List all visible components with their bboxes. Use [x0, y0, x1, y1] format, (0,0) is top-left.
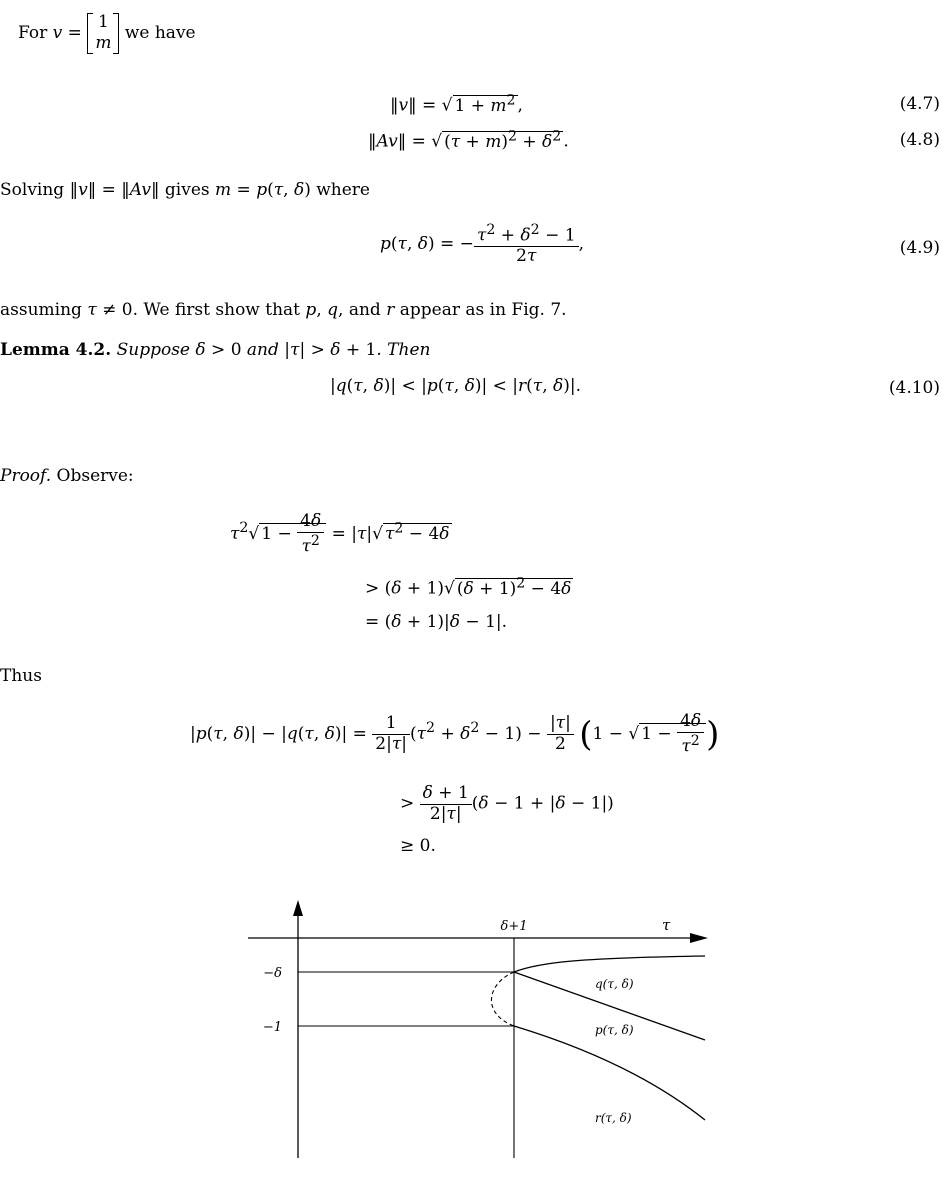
- solving-mid: gives: [164, 180, 210, 200]
- lemma-text-end: . Then: [376, 340, 431, 360]
- lemma-label: Lemma 4.2.: [0, 340, 112, 360]
- lemma-line: Lemma 4.2. Suppose δ > 0 and |τ| > δ + 1. Then: [0, 340, 431, 360]
- label-minus-delta: −δ: [263, 966, 282, 981]
- figure-7: [240, 900, 720, 1165]
- difference-line-3: ≥ 0.: [400, 836, 436, 856]
- difference-line-1: |p(τ, δ)| − |q(τ, δ)| = $\frac{1}{2|\tau|}$ $(\tau^2 + \delta^2 - 1)$ − $\frac{|\tau|}{2}$ (1 − √ 1 − $\frac{4\delta}{\tau^2}$ ): [190, 711, 720, 757]
- label-minus-one: −1: [262, 1020, 282, 1035]
- equation-4-7: ‖v‖ = √ $1 + m^2$ ,: [390, 92, 523, 116]
- equation-4-8: ‖Av‖ = √ $(\tau + m)^2 + \delta^2$ .: [368, 128, 569, 152]
- solving-line: Solving ‖v‖ = ‖Av‖ gives m = p(τ, δ) where: [0, 180, 370, 200]
- dashed-curve: [491, 972, 514, 1026]
- q-curve: [514, 956, 705, 972]
- assumption-line: assuming τ ≠ 0. We first show that p, q, and r appear as in Fig. 7.: [0, 300, 567, 320]
- proof-text: Observe:: [56, 466, 134, 486]
- difference-line-2: > $\frac{\delta + 1}{2|\tau|}$ (δ − 1 + |δ − 1|): [400, 783, 614, 824]
- vector-v: 1 m: [87, 12, 119, 55]
- proof-label: Proof.: [0, 466, 52, 486]
- lemma-text-prefix: Suppose: [116, 340, 190, 360]
- eq-number-4-9: (4.9): [899, 238, 940, 258]
- lemma-text-mid: and: [246, 340, 279, 360]
- horizontal-axis-arrow-icon: [690, 933, 708, 943]
- label-tau: τ: [662, 916, 671, 934]
- r-curve: [514, 1026, 705, 1120]
- label-p-curve: p(τ, δ): [595, 1023, 634, 1037]
- assumption-prefix: assuming: [0, 300, 82, 320]
- assumption-end: appear as in Fig. 7.: [399, 300, 567, 320]
- solving-prefix: Solving: [0, 180, 65, 200]
- vertical-axis-arrow-icon: [293, 900, 303, 916]
- eq-number-4-10: (4.10): [888, 378, 940, 398]
- label-r-curve: r(τ, δ): [595, 1111, 632, 1125]
- label-delta-plus-one: δ+1: [500, 919, 528, 934]
- label-q-curve: q(τ, δ): [595, 977, 634, 991]
- intro-prefix: For: [18, 22, 48, 43]
- thus-label: Thus: [0, 666, 42, 686]
- observation-line-3: = (δ + 1)|δ − 1|.: [365, 612, 508, 632]
- observation-line-1: $\tau^2√$ 1 − $\frac{4\delta}{\tau^2}$ = |τ|√ $\tau^2 - 4\delta$: [230, 511, 450, 557]
- equation-4-9: p(τ, δ) = − $\frac{\tau^2 + \delta^2 - 1}{2\tau}$ ,: [380, 222, 584, 267]
- assumption-suffix: . We first show that: [132, 300, 301, 320]
- intro-line: For v = 1 m we have: [18, 12, 196, 54]
- intro-suffix: we have: [124, 22, 196, 43]
- eq-number-4-7: (4.7): [899, 94, 940, 114]
- solving-end: where: [316, 180, 370, 200]
- proof-line: [0, 466, 134, 486]
- observation-line-2: > (δ + 1)√ $(\delta + 1)^2 - 4\delta$: [365, 575, 572, 599]
- equation-4-10: |q(τ, δ)| < |p(τ, δ)| < |r(τ, δ)|.: [330, 376, 582, 396]
- eq-number-4-8: (4.8): [899, 130, 940, 150]
